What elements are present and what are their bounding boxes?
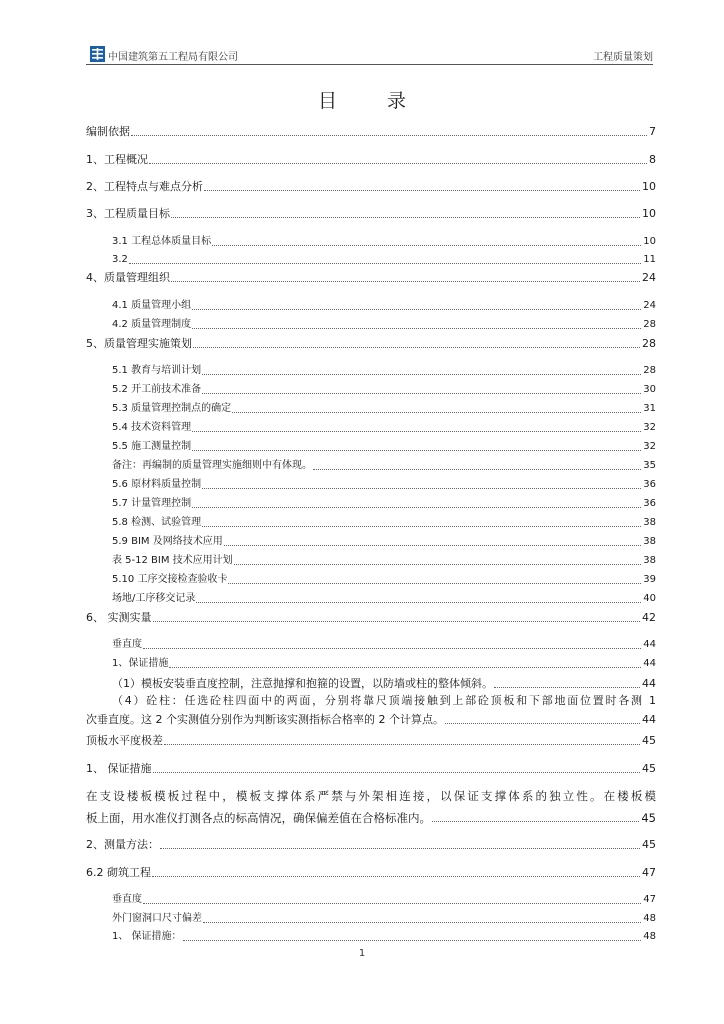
toc-entry-label: 5.2 开工前技术准备 [112,384,202,395]
toc-page-number: 40 [643,593,656,604]
toc-leader [202,478,641,489]
toc-entry[interactable] [112,554,656,568]
toc-entry[interactable] [112,364,656,378]
toc-entry-label: 6、 实测实量 [86,611,152,624]
toc-leader [169,657,641,668]
toc-page-number: 7 [649,125,656,138]
toc-entry[interactable] [112,402,656,416]
toc-entry-label: 4.2 质量管理制度 [112,319,192,330]
toc-entry-label: 3、工程质量目标 [86,207,170,220]
toc-leader [131,125,647,136]
toc-entry-label: 5.1 教育与培训计划 [112,365,202,376]
toc-leader [160,838,640,849]
toc-leader [196,592,641,603]
toc-leader [445,713,640,724]
toc-entry[interactable] [112,318,656,332]
page-header [86,46,653,64]
toc-entry[interactable] [86,762,656,776]
toc-page-number: 45 [642,762,656,775]
toc-entry-label: 5.10 工序交接检查验收卡 [112,574,228,585]
toc-page-number: 10 [642,207,656,220]
toc-page-number: 35 [643,460,656,471]
toc-leader [313,459,641,470]
toc-entry-label: 5.4 技术资料管理 [112,422,192,433]
toc-entry-label: 垂直度 [112,639,142,650]
toc-page-number: 42 [642,611,656,624]
toc-entry[interactable] [86,611,656,625]
toc-entry-label: 5.5 施工测量控制 [112,441,192,452]
toc-entry-label: 5.8 检测、试验管理 [112,517,202,528]
toc-leader [164,734,640,745]
toc-page-number: 28 [643,365,656,376]
toc-leader [234,554,642,565]
toc-leader [203,912,641,923]
toc-leader [232,402,641,413]
toc-entry[interactable] [112,592,656,606]
toc-leader [192,440,641,451]
toc-entry-label: 编制依据 [86,125,130,138]
toc-page-number: 31 [643,403,656,414]
toc-entry-label: 5.6 原材料质量控制 [112,479,202,490]
toc-leader [494,677,640,688]
toc-entry-label: 场地/工序移交记录 [112,593,196,604]
toc-page-number: 39 [643,574,656,585]
toc-page-number: 44 [643,639,656,650]
toc-page-number: 28 [643,319,656,330]
toc-leader [202,364,641,375]
toc-entry[interactable] [112,235,656,249]
toc-leader [212,235,641,246]
toc-leader [432,811,639,822]
toc-leader [192,497,641,508]
toc-entry-label: 顶板水平度极差 [86,734,163,747]
toc-page-number: 45 [642,734,656,747]
toc-entry-label: 1、保证措施 [112,658,169,669]
toc-entry-label: 次垂直度。这 2 个实测值分别作为判断该实测指标合格率的 2 个计算点。 [86,713,444,726]
header-divider [86,64,653,65]
cscec-logo-icon [90,46,105,62]
toc-leader [143,893,641,904]
toc-page-number: 44 [642,677,656,690]
toc-entry[interactable] [112,459,656,473]
toc-entry[interactable] [112,930,656,944]
toc-entry-label: 4.1 质量管理小组 [112,300,192,311]
toc-page-number: 44 [643,658,656,669]
toc-entry[interactable] [86,337,656,351]
toc-entry[interactable] [112,440,656,454]
toc-page-number: 47 [642,866,656,879]
toc-leader [143,638,641,649]
toc-entry-label: 5.9 BIM 及网络技术应用 [112,536,223,547]
toc-leader [152,866,640,877]
toc-entry-label: 垂直度 [112,894,142,905]
toc-entry[interactable] [112,657,656,671]
toc-entry-wrap-line: （4）砼柱：任选砼柱四面中的两面，分别将靠尺顶端接触到上部砼顶板和下部地面位置时各测 1 [112,694,656,707]
toc-entry[interactable] [86,153,656,167]
toc-entry[interactable] [86,125,656,139]
toc-page-number: 44 [642,713,656,726]
toc-page-number: 24 [643,300,656,311]
toc-entry[interactable] [112,535,656,549]
toc-page-number: 45 [641,811,656,825]
toc-page-number: 48 [643,913,656,924]
toc-page-number: 11 [643,254,656,265]
toc-leader [183,930,642,941]
toc-entry[interactable] [86,811,656,825]
toc-entry-label: 3.1 工程总体质量目标 [112,236,212,247]
toc-entry[interactable] [112,638,656,652]
toc-leader [224,535,642,546]
document-title: 工程质量策划 [593,52,653,63]
toc-leader [193,337,640,348]
toc-entry[interactable] [86,866,656,880]
toc-leader [153,762,641,773]
toc-page-number: 28 [642,337,656,350]
toc-leader [192,318,641,329]
toc-page-number: 30 [643,384,656,395]
toc-leader [171,207,640,218]
toc-entry-label: 2、测量方法： [86,838,159,851]
toc-entry[interactable] [86,838,656,852]
toc-entry-label: 6.2 砌筑工程 [86,866,151,879]
toc-page-number: 10 [642,180,656,193]
toc-page-number: 38 [643,517,656,528]
toc-leader [153,611,641,622]
toc-entry-label: 4、质量管理组织 [86,271,170,284]
toc-page-number: 38 [643,555,656,566]
toc-entry-label: 1、工程概况 [86,153,148,166]
toc-entry-label: 外门窗洞口尺寸偏差 [112,913,202,924]
toc-entry[interactable] [112,893,656,907]
toc-leader [192,299,641,310]
toc-entry-label: 表 5-12 BIM 技术应用计划 [112,555,233,566]
toc-page-number: 48 [643,931,656,942]
toc-entry[interactable] [86,734,656,748]
toc-leader [129,253,641,264]
toc-page-number: 45 [642,838,656,851]
toc-page-number: 24 [642,271,656,284]
toc-entry-label: 5.3 质量管理控制点的确定 [112,403,232,414]
toc-leader [202,516,641,527]
toc-entry-label: 1、 保证措施： [112,931,182,942]
toc-entry[interactable] [112,478,656,492]
toc-entry-wrap-line: 在支设楼板模板过程中，模板支撑体系严禁与外架相连接，以保证支撑体系的独立性。在楼板模 [86,789,656,803]
toc-entry-label: 5.7 计量管理控制 [112,498,192,509]
toc-entry[interactable] [112,516,656,530]
toc-entry-label: 3.2 [112,254,128,265]
toc-leader [192,421,641,432]
page-number: 1 [358,948,366,959]
toc-entry[interactable] [86,713,656,727]
toc-entry[interactable] [112,497,656,511]
toc-entry-label: 板上面，用水准仪打测各点的标高情况，确保偏差值在合格标准内。 [86,811,431,825]
toc-entry[interactable] [112,573,656,587]
toc-entry[interactable] [112,421,656,435]
toc-entry-label: 1、 保证措施 [86,762,152,775]
toc-page-number: 38 [643,536,656,547]
toc-page-number: 32 [643,441,656,452]
toc-entry[interactable] [112,912,656,926]
toc-page-number: 36 [643,479,656,490]
toc-entry[interactable] [86,271,656,285]
toc-page-number: 10 [643,236,656,247]
toc-entry[interactable] [86,207,656,221]
toc-leader [171,271,640,282]
toc-page-number: 47 [643,894,656,905]
toc-leader [228,573,641,584]
company-name: 中国建筑第五工程局有限公司 [108,52,238,63]
toc-entry[interactable] [112,677,656,691]
toc-entry-label: 备注：再编制的质量管理实施细则中有体现。 [112,460,312,471]
toc-entry-label: （1）模板安装垂直度控制，注意抛撑和抱箍的设置，以防墙或柱的整体倾斜。 [112,677,493,690]
toc-leader [149,153,647,164]
toc-entry-label: 2、工程特点与难点分析 [86,180,203,193]
toc-entry[interactable] [112,383,656,397]
toc-entry[interactable] [112,253,656,267]
toc-title: 目 录 [317,90,429,112]
toc-leader [202,383,641,394]
toc-leader [204,180,640,191]
toc-page-number: 32 [643,422,656,433]
toc-entry[interactable] [86,180,656,194]
toc-entry[interactable] [112,299,656,313]
toc-page-number: 36 [643,498,656,509]
toc-entry-label: 5、质量管理实施策划 [86,337,192,350]
toc-page-number: 8 [649,153,656,166]
